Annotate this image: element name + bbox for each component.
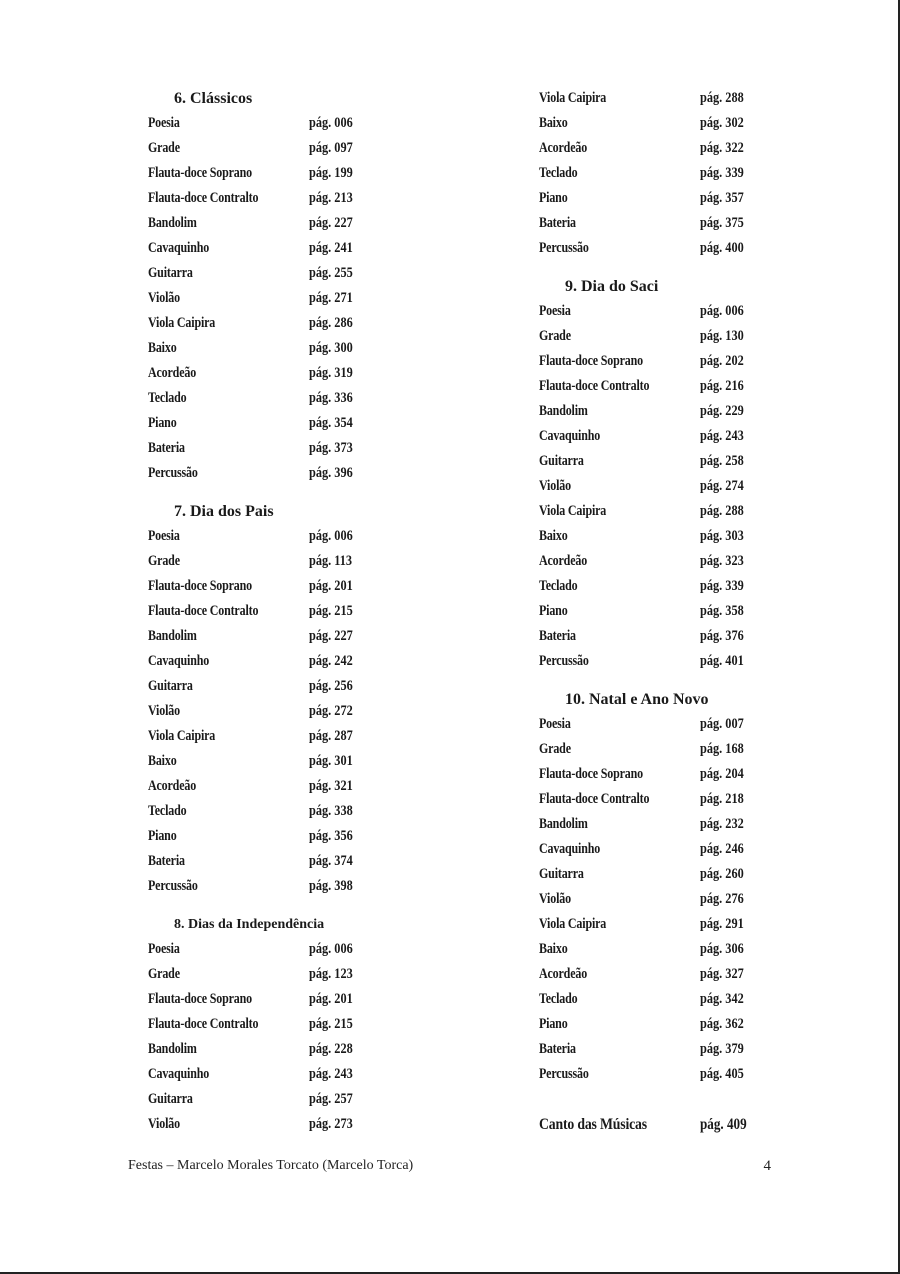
toc-entry	[148, 111, 408, 136]
toc-entry	[148, 286, 408, 311]
toc-entry	[539, 449, 799, 474]
toc-entry	[539, 499, 799, 524]
toc-entry-page: pág. 319	[309, 365, 353, 381]
canto-entry	[539, 1112, 799, 1137]
toc-entry-page: pág. 215	[309, 603, 353, 619]
footer-text: Festas – Marcelo Morales Torcato (Marcelo Torca)	[128, 1158, 414, 1173]
toc-entry-name: Cavaquinho	[539, 841, 601, 857]
toc-entry-page: pág. 398	[309, 878, 353, 894]
toc-entry-page: pág. 202	[700, 353, 744, 369]
toc-entry	[539, 937, 799, 962]
toc-entry	[148, 962, 408, 987]
toc-entry-name: Percussão	[539, 1066, 589, 1082]
toc-entry-name: Baixo	[539, 941, 568, 957]
toc-entry-name: Guitarra	[148, 265, 193, 281]
toc-entry-page: pág. 354	[309, 415, 353, 431]
toc-entry	[539, 1012, 799, 1037]
toc-entry-page: pág. 323	[700, 553, 744, 569]
toc-entry-name: Violão	[148, 703, 180, 719]
toc-entry	[148, 987, 408, 1012]
toc-entry-name: Guitarra	[148, 1091, 193, 1107]
toc-entry-name: Percussão	[148, 878, 198, 894]
toc-entry-page: pág. 358	[700, 603, 744, 619]
toc-entry-name: Teclado	[539, 165, 578, 181]
toc-entry	[539, 624, 799, 649]
toc-column-right	[539, 86, 799, 1137]
toc-entry-name: Piano	[539, 1016, 568, 1032]
toc-entry	[539, 236, 799, 261]
toc-entry-name: Viola Caipira	[539, 916, 607, 932]
toc-entry-page: pág. 201	[309, 991, 353, 1007]
toc-entry-page: pág. 227	[309, 628, 353, 644]
toc-entry-page: pág. 258	[700, 453, 744, 469]
section-heading: 10. Natal e Ano Novo	[565, 691, 709, 708]
toc-entry-name: Guitarra	[148, 678, 193, 694]
toc-entry-name: Grade	[539, 741, 571, 757]
toc-entry-page: pág. 006	[309, 115, 353, 131]
toc-entry-name: Flauta-doce Contralto	[148, 603, 259, 619]
toc-entry-name: Violão	[148, 1116, 180, 1132]
section-heading: 9. Dia do Saci	[565, 278, 659, 295]
toc-entry-page: pág. 229	[700, 403, 744, 419]
toc-entry-page: pág. 113	[309, 553, 353, 569]
toc-entry-name: Acordeão	[539, 140, 588, 156]
toc-entry-name: Grade	[148, 140, 180, 156]
toc-entry-name: Flauta-doce Contralto	[539, 378, 650, 394]
toc-entry	[539, 887, 799, 912]
toc-entry-name: Poesia	[148, 528, 180, 544]
toc-entry-name: Teclado	[148, 803, 187, 819]
toc-entry	[148, 186, 408, 211]
toc-entry	[148, 461, 408, 486]
toc-entry	[148, 724, 408, 749]
toc-entry	[148, 1012, 408, 1037]
toc-entry	[148, 261, 408, 286]
toc-entry	[148, 574, 408, 599]
page-footer	[128, 1158, 771, 1180]
toc-entry	[148, 211, 408, 236]
toc-entry-name: Viola Caipira	[148, 315, 216, 331]
toc-entry-page: pág. 375	[700, 215, 744, 231]
toc-entry-page: pág. 213	[309, 190, 353, 206]
toc-entry-name: Bateria	[539, 1041, 576, 1057]
toc-entry-page: pág. 376	[700, 628, 744, 644]
toc-entry-name: Piano	[148, 415, 177, 431]
toc-entry-page: pág. 243	[309, 1066, 353, 1082]
toc-entry-page: pág. 242	[309, 653, 353, 669]
toc-entry-page: pág. 288	[700, 503, 744, 519]
toc-entry	[539, 987, 799, 1012]
toc-entry	[539, 374, 799, 399]
toc-entry	[148, 649, 408, 674]
toc-entry-page: pág. 273	[309, 1116, 353, 1132]
toc-entry-name: Canto das Músicas	[539, 1116, 647, 1133]
toc-entry-name: Bateria	[148, 440, 185, 456]
section-heading: 8. Dias da Independência	[174, 917, 325, 932]
toc-entry	[148, 699, 408, 724]
toc-entry-page: pág. 362	[700, 1016, 744, 1032]
toc-entry	[539, 211, 799, 236]
toc-entry-name: Guitarra	[539, 453, 584, 469]
toc-entry	[539, 862, 799, 887]
section-heading: 6. Clássicos	[174, 90, 253, 107]
toc-entry-page: pág. 322	[700, 140, 744, 156]
toc-entry	[148, 336, 408, 361]
toc-entry	[539, 1062, 799, 1087]
toc-entry	[148, 361, 408, 386]
toc-entry-name: Flauta-doce Contralto	[148, 1016, 259, 1032]
toc-entry-page: pág. 227	[309, 215, 353, 231]
toc-entry-name: Grade	[148, 553, 180, 569]
section-heading: 7. Dia dos Pais	[174, 503, 274, 520]
toc-entry	[148, 1112, 408, 1137]
toc-entry-page: pág. 007	[700, 716, 744, 732]
toc-entry-name: Bandolim	[148, 215, 197, 231]
toc-entry-name: Flauta-doce Soprano	[148, 991, 252, 1007]
toc-entry-name: Viola Caipira	[148, 728, 216, 744]
toc-entry	[539, 812, 799, 837]
toc-entry-page: pág. 321	[309, 778, 353, 794]
toc-entry-name: Bateria	[539, 215, 576, 231]
toc-entry-page: pág. 405	[700, 1066, 744, 1082]
toc-entry-page: pág. 006	[309, 528, 353, 544]
toc-entry-page: pág. 201	[309, 578, 353, 594]
toc-entry-page: pág. 336	[309, 390, 353, 406]
toc-entry	[539, 1037, 799, 1062]
toc-entry	[148, 774, 408, 799]
toc-entry-page: pág. 286	[309, 315, 353, 331]
page-number: 4	[763, 1158, 771, 1174]
toc-entry	[539, 136, 799, 161]
toc-entry-name: Cavaquinho	[539, 428, 601, 444]
toc-entry-name: Baixo	[148, 753, 177, 769]
toc-entry-name: Teclado	[539, 991, 578, 1007]
toc-entry-page: pág. 232	[700, 816, 744, 832]
toc-entry-name: Flauta-doce Soprano	[539, 353, 643, 369]
toc-entry-page: pág. 215	[309, 1016, 353, 1032]
toc-entry-page: pág. 123	[309, 966, 353, 982]
toc-entry-page: pág. 379	[700, 1041, 744, 1057]
toc-entry-name: Flauta-doce Soprano	[148, 578, 252, 594]
toc-entry-page: pág. 006	[309, 941, 353, 957]
toc-entry	[148, 136, 408, 161]
toc-entry-name: Bandolim	[539, 403, 588, 419]
toc-entry-name: Piano	[539, 603, 568, 619]
toc-entry-page: pág. 291	[700, 916, 744, 932]
toc-entry-name: Piano	[539, 190, 568, 206]
toc-entry	[148, 824, 408, 849]
toc-entry	[539, 762, 799, 787]
toc-entry-page: pág. 271	[309, 290, 353, 306]
toc-entry-name: Viola Caipira	[539, 503, 607, 519]
toc-entry-page: pág. 097	[309, 140, 353, 156]
toc-entry-name: Cavaquinho	[148, 1066, 210, 1082]
toc-entry	[148, 1087, 408, 1112]
toc-entry-name: Teclado	[539, 578, 578, 594]
toc-entry-page: pág. 302	[700, 115, 744, 131]
toc-entry-page: pág. 241	[309, 240, 353, 256]
toc-entry	[539, 324, 799, 349]
toc-entry-name: Cavaquinho	[148, 653, 210, 669]
toc-entry-name: Violão	[539, 478, 571, 494]
toc-entry-name: Bandolim	[539, 816, 588, 832]
toc-entry	[539, 912, 799, 937]
toc-entry-page: pág. 287	[309, 728, 353, 744]
toc-entry	[148, 874, 408, 899]
toc-entry-name: Poesia	[539, 716, 571, 732]
toc-entry-name: Percussão	[539, 653, 589, 669]
toc-entry-name: Violão	[148, 290, 180, 306]
toc-entry-name: Percussão	[148, 465, 198, 481]
toc-entry-page: pág. 306	[700, 941, 744, 957]
toc-entry-name: Baixo	[539, 528, 568, 544]
toc-entry-page: pág. 204	[700, 766, 744, 782]
toc-entry-page: pág. 339	[700, 578, 744, 594]
toc-entry-page: pág. 272	[309, 703, 353, 719]
toc-entry-page: pág. 006	[700, 303, 744, 319]
toc-entry-page: pág. 130	[700, 328, 744, 344]
toc-entry-name: Teclado	[148, 390, 187, 406]
toc-entry-page: pág. 356	[309, 828, 353, 844]
toc-entry	[539, 549, 799, 574]
toc-entry-name: Baixo	[148, 340, 177, 356]
toc-entry-page: pág. 400	[700, 240, 744, 256]
toc-entry-name: Acordeão	[148, 778, 197, 794]
toc-entry	[539, 474, 799, 499]
toc-entry-name: Poesia	[148, 941, 180, 957]
toc-entry-page: pág. 228	[309, 1041, 353, 1057]
toc-entry-name: Acordeão	[539, 966, 588, 982]
toc-entry	[148, 1062, 408, 1087]
toc-entry	[148, 436, 408, 461]
toc-entry-page: pág. 246	[700, 841, 744, 857]
toc-entry	[539, 299, 799, 324]
toc-entry-page: pág. 216	[700, 378, 744, 394]
toc-entry-page: pág. 255	[309, 265, 353, 281]
toc-entry	[148, 849, 408, 874]
toc-entry-page: pág. 327	[700, 966, 744, 982]
toc-entry	[539, 161, 799, 186]
toc-entry-name: Bateria	[539, 628, 576, 644]
toc-entry-name: Piano	[148, 828, 177, 844]
toc-entry	[539, 837, 799, 862]
toc-entry-name: Flauta-doce Contralto	[148, 190, 259, 206]
toc-entry	[539, 599, 799, 624]
toc-entry-name: Baixo	[539, 115, 568, 131]
toc-entry	[148, 386, 408, 411]
toc-entry	[148, 624, 408, 649]
toc-entry	[539, 86, 799, 111]
toc-entry-page: pág. 300	[309, 340, 353, 356]
toc-entry-page: pág. 168	[700, 741, 744, 757]
toc-entry-name: Bandolim	[148, 1041, 197, 1057]
toc-entry-name: Violão	[539, 891, 571, 907]
toc-entry-name: Acordeão	[148, 365, 197, 381]
toc-entry-page: pág. 256	[309, 678, 353, 694]
toc-entry-page: pág. 276	[700, 891, 744, 907]
toc-entry-page: pág. 274	[700, 478, 744, 494]
toc-entry-name: Poesia	[148, 115, 180, 131]
toc-entry	[148, 311, 408, 336]
toc-entry-name: Percussão	[539, 240, 589, 256]
toc-entry	[148, 1037, 408, 1062]
toc-entry	[539, 424, 799, 449]
toc-entry	[148, 236, 408, 261]
toc-entry-page: pág. 409	[700, 1116, 747, 1133]
toc-entry-name: Grade	[148, 966, 180, 982]
toc-entry	[539, 712, 799, 737]
toc-entry-page: pág. 199	[309, 165, 353, 181]
toc-entry-page: pág. 301	[309, 753, 353, 769]
toc-entry-page: pág. 243	[700, 428, 744, 444]
toc-entry	[148, 524, 408, 549]
toc-entry-name: Bateria	[148, 853, 185, 869]
toc-entry-page: pág. 339	[700, 165, 744, 181]
toc-entry	[539, 186, 799, 211]
toc-entry-page: pág. 342	[700, 991, 744, 1007]
toc-entry	[539, 349, 799, 374]
toc-entry	[148, 549, 408, 574]
toc-entry-page: pág. 396	[309, 465, 353, 481]
toc-entry	[148, 411, 408, 436]
toc-entry	[148, 599, 408, 624]
toc-entry-page: pág. 288	[700, 90, 744, 106]
toc-entry-name: Poesia	[539, 303, 571, 319]
toc-entry-name: Cavaquinho	[148, 240, 210, 256]
toc-entry-name: Acordeão	[539, 553, 588, 569]
toc-entry-page: pág. 401	[700, 653, 744, 669]
toc-entry	[539, 787, 799, 812]
toc-entry-page: pág. 260	[700, 866, 744, 882]
toc-entry	[148, 161, 408, 186]
toc-entry-name: Grade	[539, 328, 571, 344]
toc-entry	[148, 937, 408, 962]
toc-entry	[539, 649, 799, 674]
toc-entry-name: Guitarra	[539, 866, 584, 882]
toc-entry-page: pág. 357	[700, 190, 744, 206]
toc-entry-page: pág. 218	[700, 791, 744, 807]
toc-entry-name: Viola Caipira	[539, 90, 607, 106]
toc-entry-page: pág. 373	[309, 440, 353, 456]
toc-entry	[539, 111, 799, 136]
toc-entry	[539, 574, 799, 599]
toc-entry	[539, 524, 799, 549]
toc-entry	[148, 674, 408, 699]
toc-entry	[148, 799, 408, 824]
toc-entry-name: Flauta-doce Contralto	[539, 791, 650, 807]
toc-entry	[539, 737, 799, 762]
toc-entry-page: pág. 338	[309, 803, 353, 819]
toc-entry-page: pág. 374	[309, 853, 353, 869]
toc-entry	[539, 399, 799, 424]
toc-entry-name: Bandolim	[148, 628, 197, 644]
toc-entry	[539, 962, 799, 987]
toc-entry-page: pág. 303	[700, 528, 744, 544]
toc-entry-name: Flauta-doce Soprano	[539, 766, 643, 782]
toc-column-left	[148, 86, 408, 1137]
toc-entry-name: Flauta-doce Soprano	[148, 165, 252, 181]
toc-entry-page: pág. 257	[309, 1091, 353, 1107]
toc-entry	[148, 749, 408, 774]
